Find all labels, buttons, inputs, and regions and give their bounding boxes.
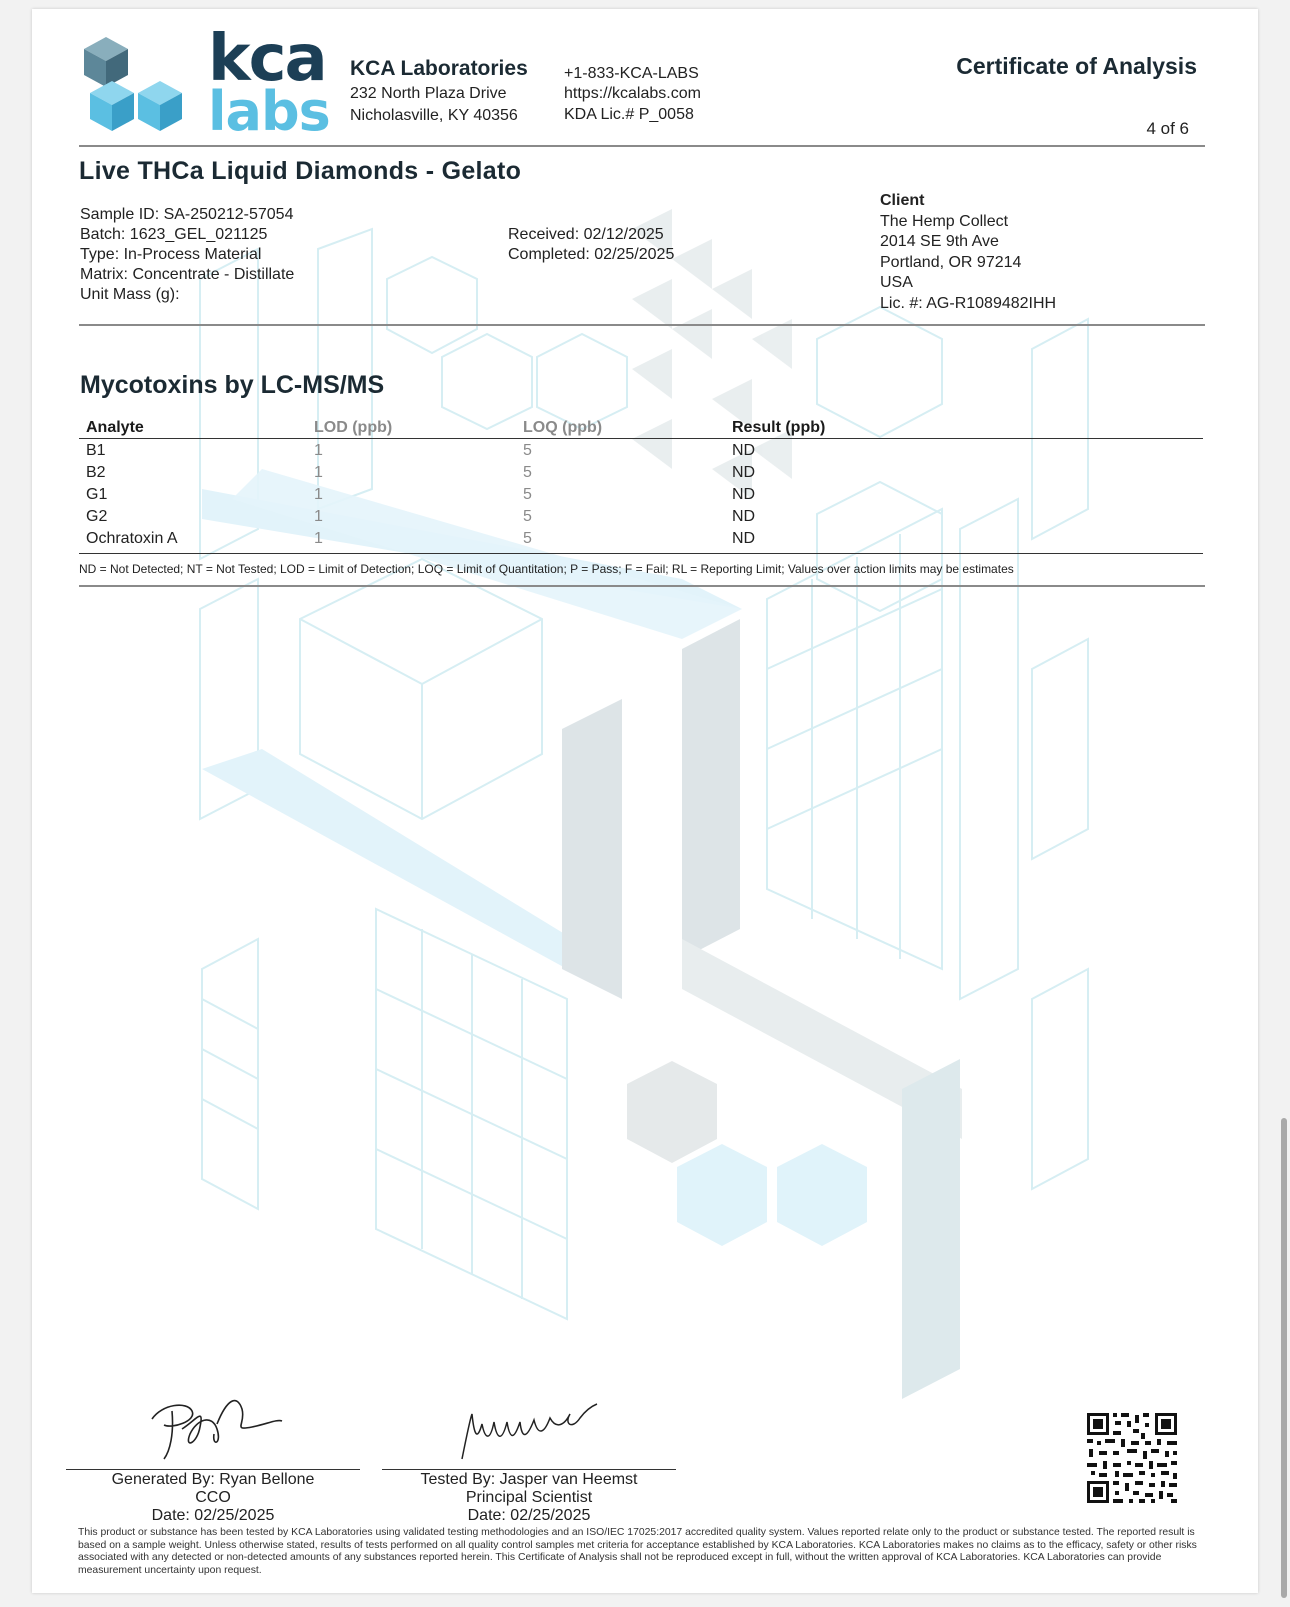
loq-cell: 5 xyxy=(523,486,532,503)
section-title: Mycotoxins by LC-MS/MS xyxy=(80,371,385,399)
table-bottom-rule xyxy=(79,553,1203,554)
col-header-loq: LOQ (ppb) xyxy=(523,419,603,436)
table-header-rule xyxy=(79,438,1203,439)
lod-cell: 1 xyxy=(314,442,323,459)
generated-by: Generated By: Ryan Bellone xyxy=(111,1471,315,1488)
tested-by-role: Principal Scientist xyxy=(465,1489,593,1506)
vertical-scrollbar[interactable] xyxy=(1278,0,1290,1607)
generated-by-role: CCO xyxy=(195,1489,231,1506)
kca-cubes-logo-icon xyxy=(60,35,190,147)
signature-jasper-van-heemst-icon xyxy=(452,1394,612,1469)
analyte-cell: Ochratoxin A xyxy=(86,530,178,547)
received-date: Received: 02/12/2025 xyxy=(508,226,664,243)
lod-cell: 1 xyxy=(314,530,323,547)
lod-cell: 1 xyxy=(314,508,323,525)
sample-id: Sample ID: SA-250212-57054 xyxy=(80,206,294,223)
sample-info xyxy=(80,205,294,305)
lab-phone: +1-833-KCA-LABS xyxy=(564,65,699,82)
client-heading: Client xyxy=(880,192,925,209)
client-city: Portland, OR 97214 xyxy=(880,253,1022,271)
section-divider xyxy=(79,585,1205,587)
signature-ryan-bellone-icon xyxy=(142,1389,292,1464)
unit-mass: Unit Mass (g): xyxy=(80,286,180,303)
analyte-cell: B2 xyxy=(86,464,106,481)
logo-kca-text: kca xyxy=(208,22,326,96)
abbreviation-legend: ND = Not Detected; NT = Not Tested; LOD = Limit of Detection; LOQ = Limit of Quantitation; P = Pass; F = Fail; RL = Reporting Limit; Values over action limits may be estimates xyxy=(79,562,1014,576)
tested-by: Tested By: Jasper van Heemst xyxy=(420,1471,638,1488)
document-title: Certificate of Analysis xyxy=(956,53,1197,79)
client-country: USA xyxy=(880,274,913,292)
product-name: Live THCa Liquid Diamonds - Gelato xyxy=(79,157,522,185)
result-cell: ND xyxy=(732,486,756,503)
loq-cell: 5 xyxy=(523,508,532,525)
result-cell: ND xyxy=(732,464,756,481)
logo-labs-text: labs xyxy=(208,80,330,143)
col-header-lod: LOD (ppb) xyxy=(314,419,393,436)
lod-cell: 1 xyxy=(314,486,323,503)
disclaimer-text: This product or substance has been tested by KCA Laboratories using validated testing methodologies and an ISO/IEC 17025:2017 accredited quality system. Values reported relate only to the product or substance tested. The reported result is based on a sample weight. Unless otherwise stated, results of tests performed on all quality control samples met criteria for acceptance established by KCA Laboratories. KCA Laboratories makes no claims as to the efficacy, safety or other risks associated with any detected or non-detected amounts of any substances reported herein. This Certificate of Analysis shall not be reproduced except in full, without the written approval of KCA Laboratories. KCA Laboratories can provide measurement uncertainty upon request. xyxy=(78,1527,1197,1576)
col-header-result: Result (ppb) xyxy=(732,419,826,436)
result-cell: ND xyxy=(732,508,756,525)
certificate-page xyxy=(32,9,1258,1593)
loq-cell: 5 xyxy=(523,442,532,459)
sample-type: Type: In-Process Material xyxy=(80,246,262,263)
lod-cell: 1 xyxy=(314,464,323,481)
matrix: Matrix: Concentrate - Distillate xyxy=(80,266,295,283)
client-street: 2014 SE 9th Ave xyxy=(880,233,999,251)
product-divider xyxy=(79,324,1205,326)
lab-name: KCA Laboratories xyxy=(350,57,528,80)
loq-cell: 5 xyxy=(523,464,532,481)
signature-line-tested xyxy=(382,1469,676,1470)
client-name: The Hemp Collect xyxy=(880,212,1009,230)
analyte-cell: G1 xyxy=(86,486,108,503)
generated-by-date: Date: 02/25/2025 xyxy=(151,1507,275,1524)
page-number: 4 of 6 xyxy=(1146,119,1189,138)
signature-line-generated xyxy=(66,1469,360,1470)
result-cell: ND xyxy=(732,442,756,459)
completed-date: Completed: 02/25/2025 xyxy=(508,246,675,263)
scrollbar-thumb[interactable] xyxy=(1281,1118,1287,1598)
tested-by-date: Date: 02/25/2025 xyxy=(467,1507,591,1524)
client-license: Lic. #: AG-R1089482IHH xyxy=(880,294,1057,312)
tested-by-block xyxy=(382,1471,676,1525)
lab-website: https://kcalabs.com xyxy=(564,85,701,102)
generated-by-block xyxy=(66,1471,360,1525)
header-divider xyxy=(79,145,1205,147)
qr-code-icon xyxy=(1085,1411,1179,1505)
lab-address-line1: 232 North Plaza Drive xyxy=(350,85,507,102)
loq-cell: 5 xyxy=(523,530,532,547)
client-info xyxy=(880,191,1056,315)
analyte-cell: B1 xyxy=(86,442,106,459)
analyte-cell: G2 xyxy=(86,508,108,525)
col-header-analyte: Analyte xyxy=(86,419,144,436)
lab-license: KDA Lic.# P_0058 xyxy=(564,106,694,123)
batch: Batch: 1623_GEL_021125 xyxy=(80,226,268,243)
lab-address-line2: Nicholasville, KY 40356 xyxy=(350,107,518,124)
dates-info xyxy=(508,225,674,265)
result-cell: ND xyxy=(732,530,756,547)
